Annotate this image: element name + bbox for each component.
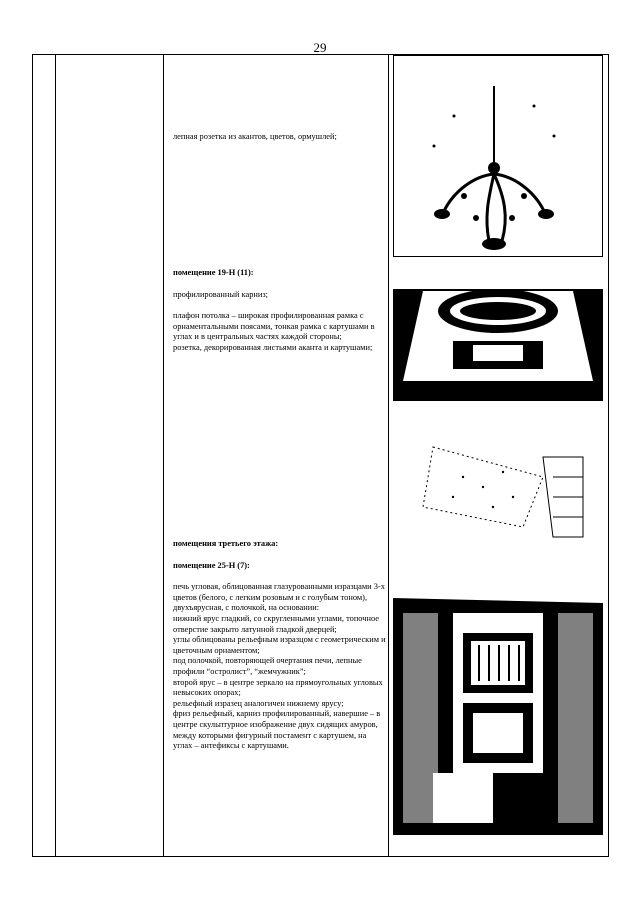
room-19-item-ceiling: плафон потолка – широкая профилированная рамка с орнаментальными поясами, тонкая рамка с картушами в углах и в центральных частях каждой стороны; bbox=[173, 311, 375, 342]
third-floor-heading: помещения третьего этажа: bbox=[173, 539, 279, 548]
section3-text bbox=[173, 539, 387, 752]
stove-line: рельефный изразец аналогичен нижнему ярусу; bbox=[173, 698, 344, 708]
rosette-item: лепная розетка из акантов, цветов, ормушлей; bbox=[173, 132, 337, 141]
column-divider-2 bbox=[163, 55, 164, 856]
stove-line: углы облицованы рельефным изразцом с геометрическим и цветочным орнаментом; bbox=[173, 635, 386, 655]
stove-line: фриз рельефный, карниз профилированный, навершие – в центре скульптурное изображение двух сидящих амуров, между которыми фигурный постамент с картушем, на углах – антефиксы с картушами. bbox=[173, 709, 381, 751]
section2-text bbox=[173, 268, 387, 354]
room-25-heading: помещение 25-Н (7): bbox=[173, 560, 250, 570]
room-19-item-rosette: розетка, декорированная листьями аканта и картушами; bbox=[173, 342, 373, 352]
stove-line: под полочкой, повторяющей очертания печи, лепные профили “остролист”, “жемчужник”; bbox=[173, 656, 362, 676]
page-number: 29 bbox=[313, 40, 327, 55]
chandelier-photo bbox=[393, 55, 603, 257]
ceiling-photo bbox=[393, 271, 603, 401]
stove-line: второй ярус – в центре зеркало на прямоугольных угловых невысоких опорах; bbox=[173, 677, 383, 698]
stove-line: нижний ярус гладкий, со скругленными углами, топочное отверстие закрыто латунной гладкой дверцей; bbox=[173, 613, 379, 634]
room-19-heading: помещение 19-Н (11): bbox=[173, 268, 254, 277]
column-divider-1 bbox=[55, 55, 56, 856]
stove-description bbox=[173, 582, 387, 752]
floor-plan-image bbox=[393, 427, 603, 543]
stove-line: печь угловая, облицованная глазурованными изразцами 3-х цветов (белого, с легким розовым и с голубым тоном), двухъярусная, с полочкой, на основании: bbox=[173, 582, 385, 613]
column-divider-3 bbox=[388, 55, 389, 856]
stove-photo bbox=[393, 573, 603, 835]
table-frame bbox=[32, 54, 609, 857]
room-19-item-cornice: профилированный карниз; bbox=[173, 289, 268, 299]
section1-text bbox=[173, 132, 387, 143]
